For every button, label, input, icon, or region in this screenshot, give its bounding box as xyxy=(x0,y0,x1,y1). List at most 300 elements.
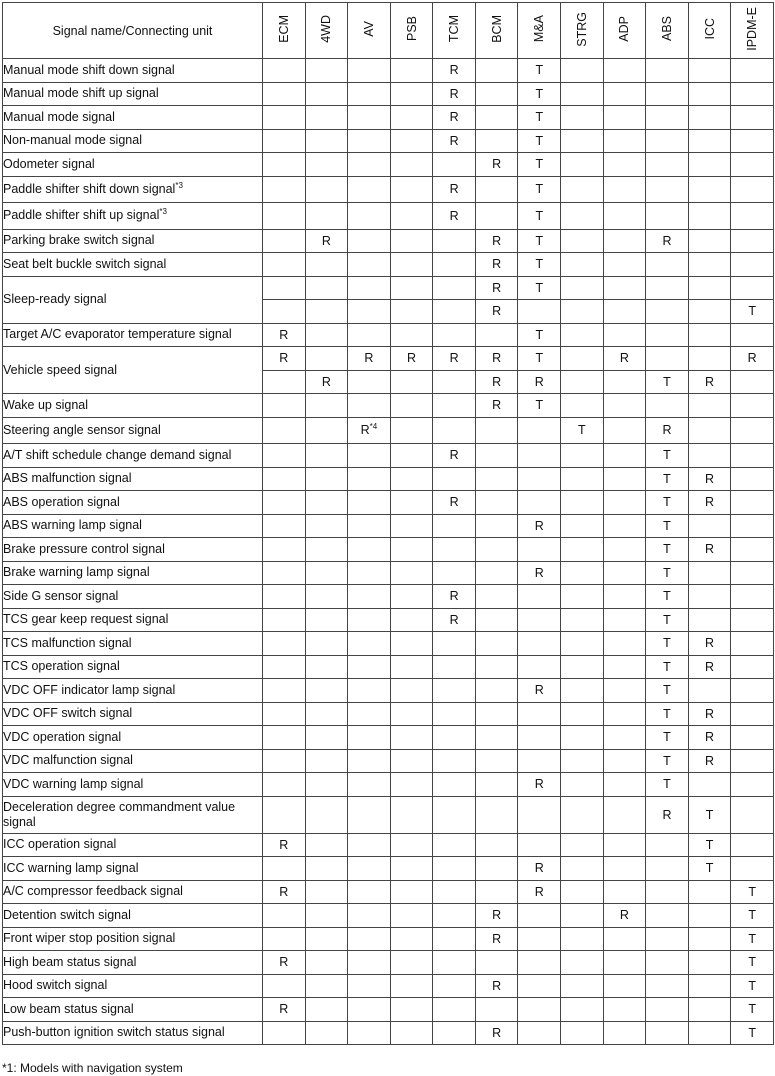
cell-av xyxy=(348,927,391,951)
cell-ecm xyxy=(263,857,306,881)
cell-adp xyxy=(603,749,646,773)
cell-psb xyxy=(390,276,433,300)
table-row xyxy=(3,347,774,371)
cell-bcm xyxy=(475,998,518,1022)
cell-m-a xyxy=(518,749,561,773)
cell-psb: R xyxy=(390,347,433,371)
cell-adp xyxy=(603,585,646,609)
signal-name: Brake warning lamp signal xyxy=(3,561,263,585)
cell-psb xyxy=(390,749,433,773)
cell-ipdm-e: T xyxy=(731,998,774,1022)
cell-adp xyxy=(603,796,646,833)
cell-abs: T xyxy=(646,749,689,773)
cell-ecm xyxy=(263,106,306,130)
cell-strg xyxy=(561,726,604,750)
cell-bcm: R xyxy=(475,370,518,394)
table-row xyxy=(3,129,774,153)
cell-ipdm-e xyxy=(731,833,774,857)
cell-4wd xyxy=(305,323,348,347)
cell-4wd xyxy=(305,129,348,153)
cell-ecm xyxy=(263,632,306,656)
cell-bcm xyxy=(475,444,518,468)
signal-name: Odometer signal xyxy=(3,153,263,177)
cell-tcm xyxy=(433,467,476,491)
cell-ipdm-e xyxy=(731,106,774,130)
cell-ipdm-e xyxy=(731,726,774,750)
cell-4wd xyxy=(305,998,348,1022)
cell-psb xyxy=(390,726,433,750)
cell-m-a: T xyxy=(518,153,561,177)
cell-tcm xyxy=(433,904,476,928)
signal-name: TCS operation signal xyxy=(3,655,263,679)
cell-bcm xyxy=(475,129,518,153)
cell-abs: R xyxy=(646,796,689,833)
cell-icc: T xyxy=(688,833,731,857)
cell-icc xyxy=(688,927,731,951)
cell-abs: T xyxy=(646,585,689,609)
cell-m-a: T xyxy=(518,203,561,230)
cell-strg xyxy=(561,176,604,203)
cell-strg xyxy=(561,253,604,277)
cell-m-a xyxy=(518,974,561,998)
cell-4wd xyxy=(305,514,348,538)
cell-tcm: R xyxy=(433,608,476,632)
signal-name: VDC warning lamp signal xyxy=(3,773,263,797)
cell-ecm: R xyxy=(263,998,306,1022)
table-row xyxy=(3,796,774,833)
cell-tcm xyxy=(433,253,476,277)
cell-tcm: R xyxy=(433,203,476,230)
cell-ipdm-e xyxy=(731,82,774,106)
cell-adp xyxy=(603,153,646,177)
cell-av xyxy=(348,632,391,656)
cell-strg xyxy=(561,491,604,515)
cell-4wd xyxy=(305,444,348,468)
cell-adp xyxy=(603,444,646,468)
table-row xyxy=(3,176,774,203)
cell-4wd xyxy=(305,467,348,491)
cell-adp xyxy=(603,514,646,538)
cell-ecm xyxy=(263,229,306,253)
cell-abs: R xyxy=(646,417,689,444)
cell-psb xyxy=(390,857,433,881)
cell-ecm xyxy=(263,514,306,538)
cell-abs: T xyxy=(646,702,689,726)
cell-ipdm-e xyxy=(731,655,774,679)
cell-ipdm-e xyxy=(731,679,774,703)
cell-av xyxy=(348,561,391,585)
cell-icc xyxy=(688,608,731,632)
signal-name: Deceleration degree commandment value signal xyxy=(3,796,263,833)
cell-adp xyxy=(603,726,646,750)
cell-icc xyxy=(688,153,731,177)
cell-av xyxy=(348,998,391,1022)
cell-bcm xyxy=(475,608,518,632)
cell-tcm xyxy=(433,773,476,797)
unit-header-tcm: TCM xyxy=(433,3,476,59)
cell-m-a: T xyxy=(518,106,561,130)
cell-strg xyxy=(561,561,604,585)
cell-icc xyxy=(688,176,731,203)
cell-abs xyxy=(646,927,689,951)
cell-m-a: R xyxy=(518,773,561,797)
cell-icc: R xyxy=(688,749,731,773)
cell-adp xyxy=(603,176,646,203)
table-row xyxy=(3,608,774,632)
cell-ecm: R xyxy=(263,833,306,857)
cell-m-a: R xyxy=(518,679,561,703)
cell-av xyxy=(348,514,391,538)
cell-adp xyxy=(603,608,646,632)
cell-strg: T xyxy=(561,417,604,444)
cell-bcm xyxy=(475,773,518,797)
cell-psb xyxy=(390,608,433,632)
cell-av xyxy=(348,702,391,726)
cell-abs xyxy=(646,880,689,904)
cell-strg xyxy=(561,106,604,130)
cell-psb xyxy=(390,998,433,1022)
cell-bcm: R xyxy=(475,153,518,177)
cell-m-a: R xyxy=(518,880,561,904)
cell-ecm xyxy=(263,974,306,998)
footnote-ref: *3 xyxy=(175,180,183,190)
cell-4wd xyxy=(305,974,348,998)
cell-abs: T xyxy=(646,608,689,632)
cell-psb xyxy=(390,106,433,130)
cell-ecm xyxy=(263,904,306,928)
cell-av xyxy=(348,833,391,857)
cell-adp xyxy=(603,229,646,253)
cell-m-a: R xyxy=(518,857,561,881)
cell-4wd xyxy=(305,59,348,83)
cell-ecm xyxy=(263,702,306,726)
cell-bcm xyxy=(475,796,518,833)
cell-strg xyxy=(561,538,604,562)
cell-tcm xyxy=(433,370,476,394)
cell-m-a: T xyxy=(518,347,561,371)
cell-adp xyxy=(603,998,646,1022)
cell-abs xyxy=(646,203,689,230)
table-row xyxy=(3,491,774,515)
cell-av xyxy=(348,300,391,324)
cell-m-a: T xyxy=(518,253,561,277)
cell-ecm xyxy=(263,773,306,797)
table-row xyxy=(3,833,774,857)
cell-ecm xyxy=(263,300,306,324)
cell-adp xyxy=(603,951,646,975)
cell-strg xyxy=(561,773,604,797)
signal-name: Manual mode shift down signal xyxy=(3,59,263,83)
table-row xyxy=(3,153,774,177)
cell-strg xyxy=(561,1021,604,1045)
cell-psb xyxy=(390,880,433,904)
signal-name: Paddle shifter shift up signal$^{*3}$ xyxy=(3,203,263,230)
cell-ipdm-e xyxy=(731,796,774,833)
cell-4wd xyxy=(305,176,348,203)
cell-adp xyxy=(603,1021,646,1045)
signal-name: Push-button ignition switch status signal xyxy=(3,1021,263,1045)
cell-4wd xyxy=(305,1021,348,1045)
signal-name: A/C compressor feedback signal xyxy=(3,880,263,904)
cell-strg xyxy=(561,857,604,881)
cell-icc xyxy=(688,880,731,904)
cell-icc: T xyxy=(688,857,731,881)
cell-bcm xyxy=(475,749,518,773)
cell-strg xyxy=(561,974,604,998)
cell-ecm: R xyxy=(263,347,306,371)
cell-4wd xyxy=(305,632,348,656)
cell-ecm xyxy=(263,726,306,750)
cell-strg xyxy=(561,444,604,468)
cell-psb xyxy=(390,229,433,253)
cell-abs xyxy=(646,998,689,1022)
cell-strg xyxy=(561,880,604,904)
cell-ecm xyxy=(263,203,306,230)
cell-bcm xyxy=(475,176,518,203)
cell-tcm xyxy=(433,229,476,253)
cell-av xyxy=(348,203,391,230)
cell-ipdm-e xyxy=(731,538,774,562)
cell-strg xyxy=(561,702,604,726)
cell-icc xyxy=(688,276,731,300)
cell-psb xyxy=(390,153,433,177)
signal-name: Paddle shifter shift down signal$^{*3}$ xyxy=(3,176,263,203)
cell-4wd xyxy=(305,561,348,585)
cell-4wd xyxy=(305,153,348,177)
table-row xyxy=(3,749,774,773)
cell-strg xyxy=(561,153,604,177)
cell-ecm xyxy=(263,796,306,833)
cell-av xyxy=(348,394,391,418)
cell-abs: T xyxy=(646,538,689,562)
cell-adp xyxy=(603,300,646,324)
unit-header-icc: ICC xyxy=(688,3,731,59)
cell-4wd xyxy=(305,417,348,444)
cell-m-a xyxy=(518,585,561,609)
cell-adp xyxy=(603,253,646,277)
cell-psb xyxy=(390,585,433,609)
cell-m-a xyxy=(518,998,561,1022)
cell-psb xyxy=(390,632,433,656)
cell-bcm xyxy=(475,632,518,656)
cell-adp xyxy=(603,833,646,857)
cell-m-a xyxy=(518,726,561,750)
cell-bcm xyxy=(475,655,518,679)
cell-ipdm-e xyxy=(731,394,774,418)
cell-ipdm-e xyxy=(731,467,774,491)
cell-ecm xyxy=(263,253,306,277)
cell-4wd xyxy=(305,82,348,106)
cell-tcm: R xyxy=(433,176,476,203)
cell-abs: T xyxy=(646,726,689,750)
table-row xyxy=(3,880,774,904)
cell-av xyxy=(348,467,391,491)
cell-psb xyxy=(390,323,433,347)
cell-tcm xyxy=(433,1021,476,1045)
cell-av xyxy=(348,253,391,277)
cell-av xyxy=(348,370,391,394)
table-row xyxy=(3,679,774,703)
cell-ipdm-e xyxy=(731,773,774,797)
cell-abs: T xyxy=(646,655,689,679)
cell-adp xyxy=(603,561,646,585)
cell-icc: R xyxy=(688,370,731,394)
cell-tcm xyxy=(433,514,476,538)
cell-4wd xyxy=(305,749,348,773)
cell-av xyxy=(348,176,391,203)
table-row xyxy=(3,323,774,347)
cell-strg xyxy=(561,229,604,253)
footnote: *1: Models with navigation system xyxy=(2,1061,183,1075)
cell-tcm xyxy=(433,394,476,418)
cell-ecm xyxy=(263,749,306,773)
cell-psb xyxy=(390,796,433,833)
cell-icc: R xyxy=(688,702,731,726)
cell-m-a: T xyxy=(518,82,561,106)
cell-4wd xyxy=(305,833,348,857)
cell-psb xyxy=(390,417,433,444)
header-label: Signal name/Connecting unit xyxy=(3,3,263,59)
signal-name: Parking brake switch signal xyxy=(3,229,263,253)
cell-m-a: T xyxy=(518,59,561,83)
cell-tcm xyxy=(433,276,476,300)
table-row xyxy=(3,229,774,253)
cell-bcm: R xyxy=(475,927,518,951)
cell-tcm: R xyxy=(433,129,476,153)
cell-m-a xyxy=(518,833,561,857)
cell-abs: T xyxy=(646,561,689,585)
cell-psb xyxy=(390,444,433,468)
unit-header-av: AV xyxy=(348,3,391,59)
cell-m-a xyxy=(518,1021,561,1045)
cell-ipdm-e xyxy=(731,229,774,253)
cell-adp xyxy=(603,370,646,394)
cell-icc: R xyxy=(688,726,731,750)
cell-psb xyxy=(390,561,433,585)
cell-icc xyxy=(688,129,731,153)
cell-ecm xyxy=(263,444,306,468)
cell-abs: T xyxy=(646,467,689,491)
cell-ecm xyxy=(263,585,306,609)
cell-ecm xyxy=(263,927,306,951)
cell-4wd: R xyxy=(305,229,348,253)
unit-header-ipdm-e: IPDM-E xyxy=(731,3,774,59)
cell-ipdm-e: T xyxy=(731,951,774,975)
cell-4wd xyxy=(305,880,348,904)
cell-strg xyxy=(561,904,604,928)
cell-abs xyxy=(646,129,689,153)
cell-ipdm-e xyxy=(731,749,774,773)
cell-4wd xyxy=(305,203,348,230)
cell-psb xyxy=(390,491,433,515)
cell-psb xyxy=(390,467,433,491)
signal-name: Vehicle speed signal xyxy=(3,347,263,394)
cell-m-a: T xyxy=(518,176,561,203)
cell-av xyxy=(348,276,391,300)
cell-abs xyxy=(646,276,689,300)
cell-strg xyxy=(561,394,604,418)
cell-tcm: R xyxy=(433,106,476,130)
signal-name: Target A/C evaporator temperature signal xyxy=(3,323,263,347)
cell-tcm xyxy=(433,561,476,585)
cell-av xyxy=(348,904,391,928)
cell-tcm xyxy=(433,796,476,833)
cell-bcm xyxy=(475,106,518,130)
cell-adp xyxy=(603,927,646,951)
cell-tcm xyxy=(433,998,476,1022)
cell-bcm xyxy=(475,880,518,904)
cell-av xyxy=(348,129,391,153)
unit-header-adp: ADP xyxy=(603,3,646,59)
cell-strg xyxy=(561,951,604,975)
cell-m-a xyxy=(518,655,561,679)
cell-psb xyxy=(390,203,433,230)
cell-icc xyxy=(688,106,731,130)
cell-strg xyxy=(561,467,604,491)
cell-ecm xyxy=(263,538,306,562)
cell-strg xyxy=(561,203,604,230)
cell-bcm xyxy=(475,417,518,444)
cell-psb xyxy=(390,394,433,418)
cell-strg xyxy=(561,370,604,394)
cell-4wd xyxy=(305,927,348,951)
cell-ipdm-e xyxy=(731,857,774,881)
signal-name: A/T shift schedule change demand signal xyxy=(3,444,263,468)
cell-m-a xyxy=(518,632,561,656)
cell-icc xyxy=(688,974,731,998)
cell-abs xyxy=(646,347,689,371)
cell-icc xyxy=(688,323,731,347)
cell-tcm xyxy=(433,927,476,951)
table-row xyxy=(3,561,774,585)
cell-icc xyxy=(688,1021,731,1045)
table-row xyxy=(3,702,774,726)
cell-icc xyxy=(688,300,731,324)
cell-ecm xyxy=(263,561,306,585)
unit-header-bcm: BCM xyxy=(475,3,518,59)
cell-m-a xyxy=(518,702,561,726)
signal-name: VDC malfunction signal xyxy=(3,749,263,773)
cell-bcm xyxy=(475,857,518,881)
cell-strg xyxy=(561,585,604,609)
unit-header-ecm: ECM xyxy=(263,3,306,59)
cell-bcm xyxy=(475,702,518,726)
table-row xyxy=(3,974,774,998)
cell-av xyxy=(348,323,391,347)
cell-ipdm-e xyxy=(731,417,774,444)
cell-psb xyxy=(390,514,433,538)
cell-ipdm-e xyxy=(731,129,774,153)
cell-psb xyxy=(390,253,433,277)
cell-bcm xyxy=(475,323,518,347)
cell-4wd xyxy=(305,276,348,300)
cell-adp xyxy=(603,59,646,83)
signal-name: ABS warning lamp signal xyxy=(3,514,263,538)
cell-4wd xyxy=(305,347,348,371)
cell-m-a: R xyxy=(518,514,561,538)
cell-4wd xyxy=(305,951,348,975)
cell-psb xyxy=(390,773,433,797)
cell-4wd xyxy=(305,253,348,277)
signal-name: ABS malfunction signal xyxy=(3,467,263,491)
cell-psb xyxy=(390,833,433,857)
signal-name: Seat belt buckle switch signal xyxy=(3,253,263,277)
cell-ecm: R xyxy=(263,323,306,347)
cell-adp xyxy=(603,467,646,491)
cell-adp xyxy=(603,880,646,904)
cell-ecm: R xyxy=(263,880,306,904)
cell-strg xyxy=(561,927,604,951)
